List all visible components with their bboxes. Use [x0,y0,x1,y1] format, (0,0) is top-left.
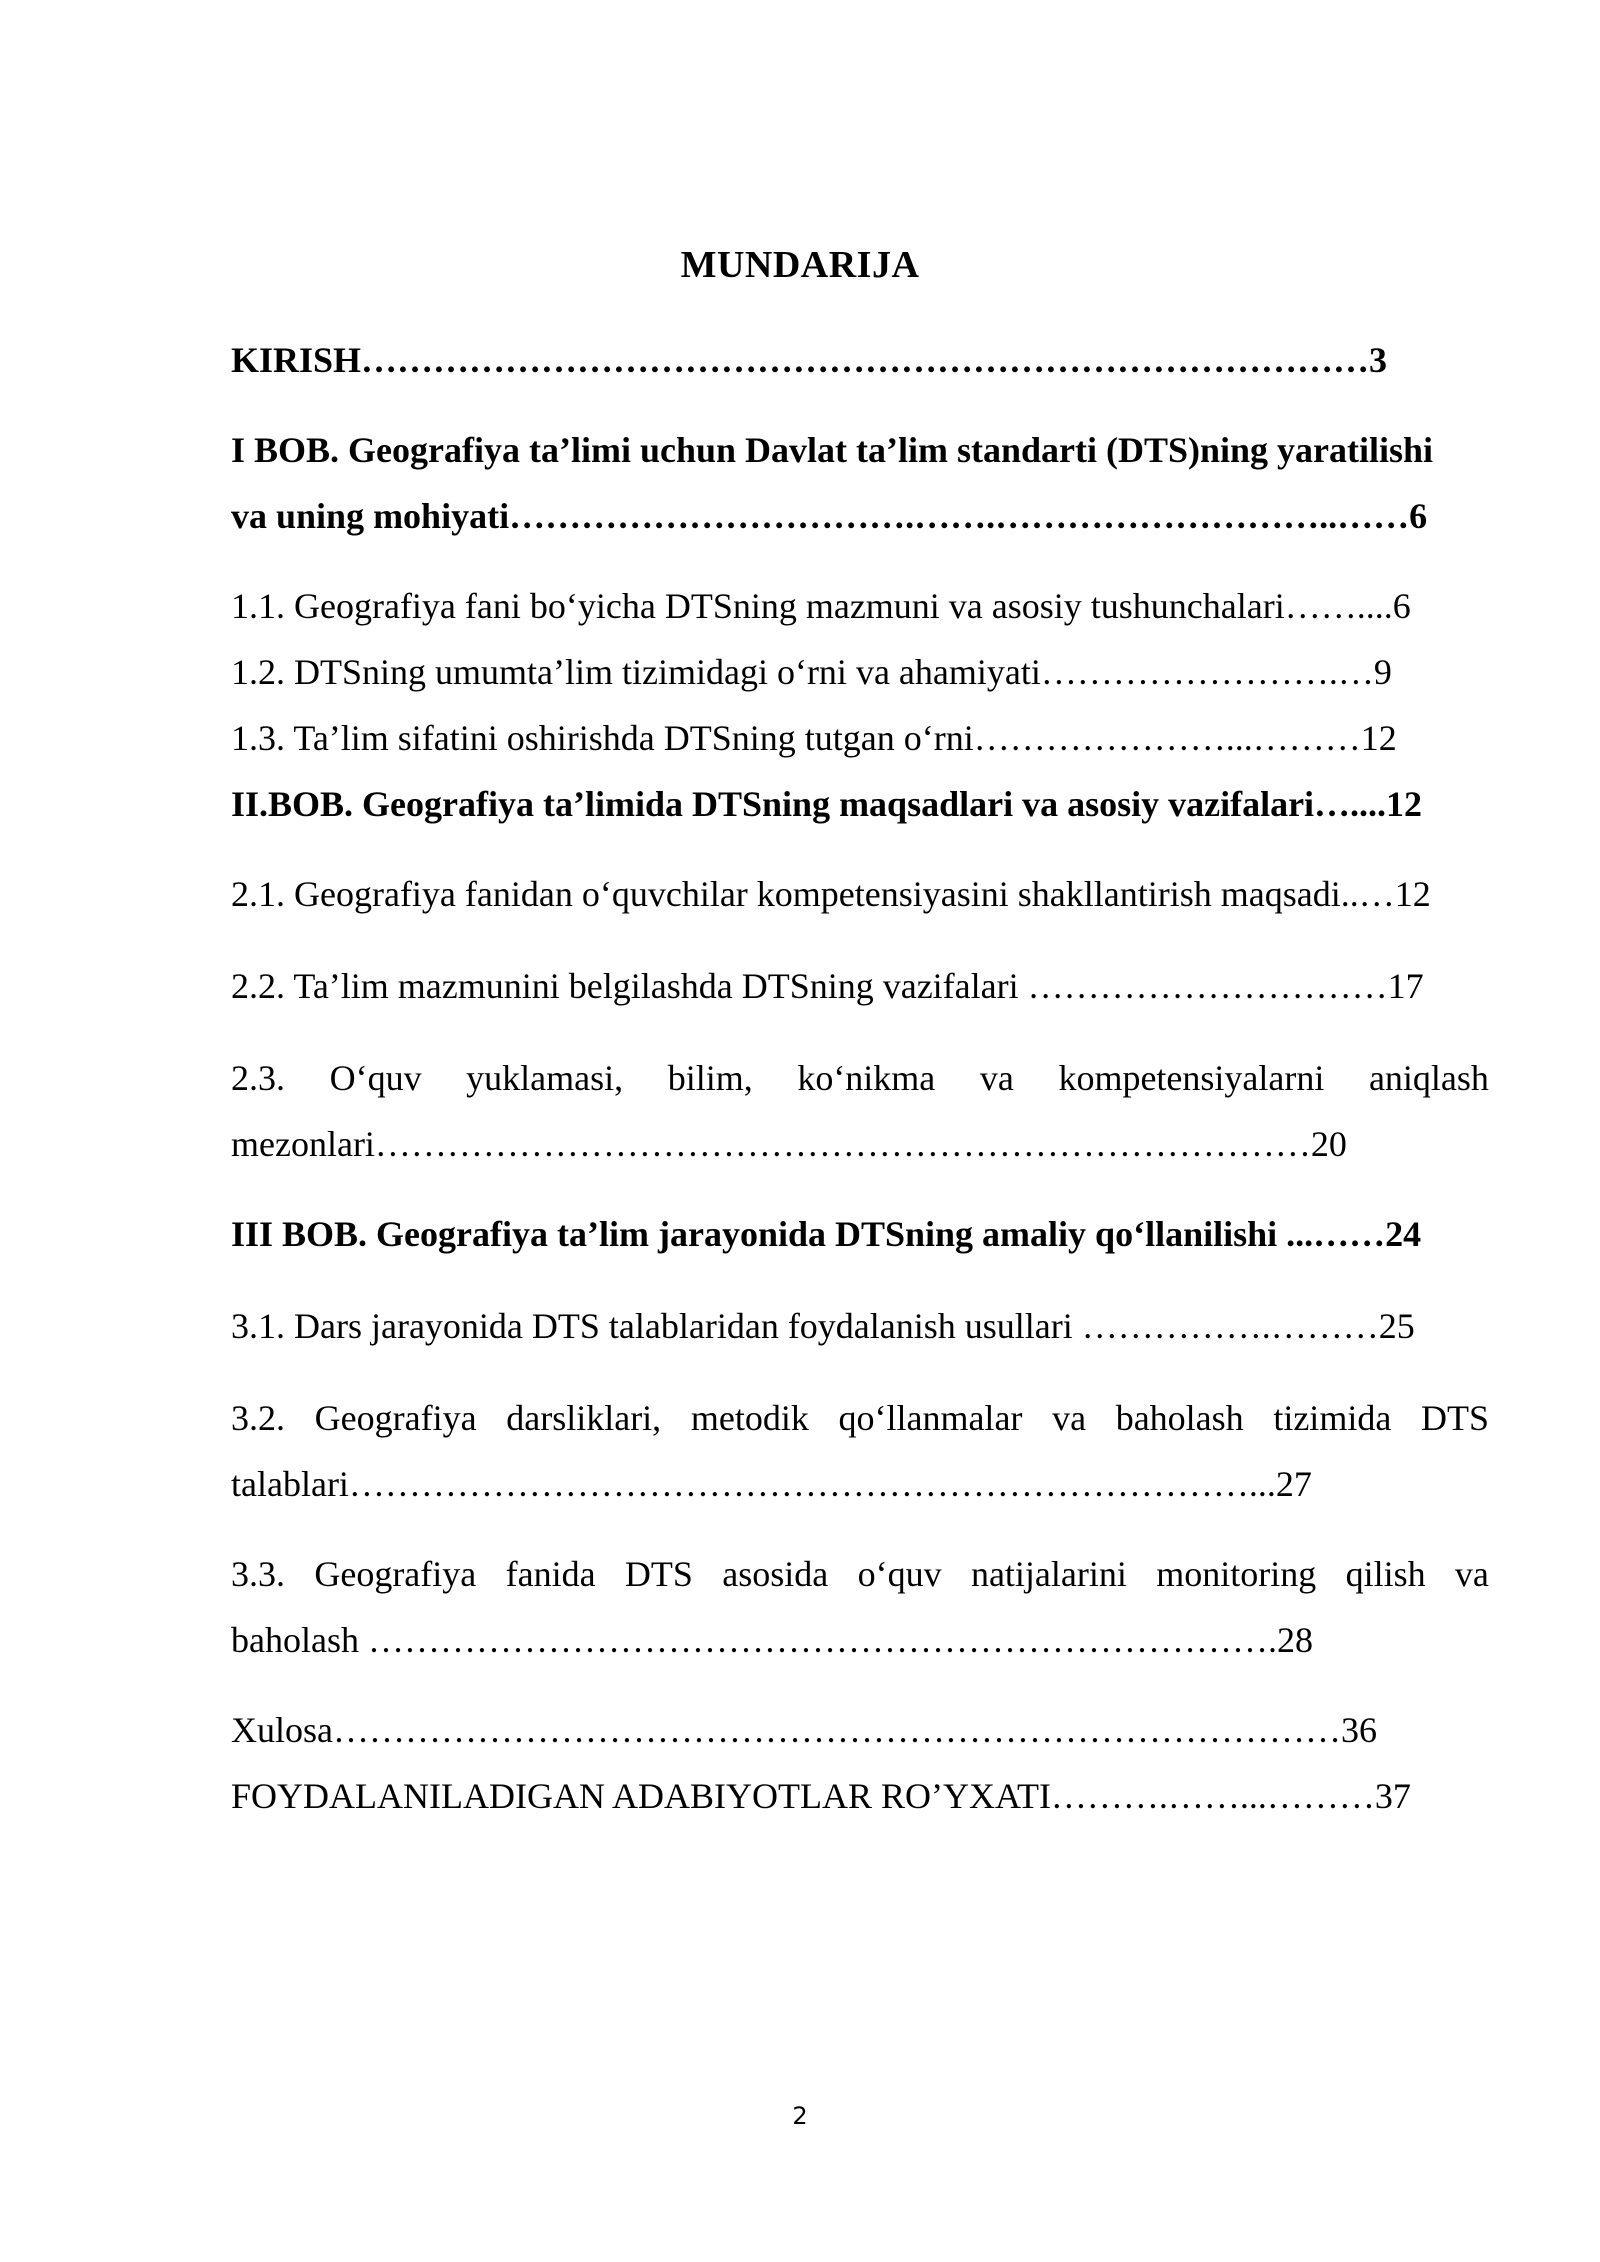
toc-entry-3-3-line2: baholash ………………………………………………………………….28 [231,1620,1313,1660]
toc-entry-2-3-line1 [231,1056,1489,1100]
toc-entry-bob2: II.BOB. Geografiya ta’limida DTSning maqsadlari va asosiy vazifalari…....12 [231,784,1423,824]
toc-word: 3.2. [231,1398,285,1438]
toc-word: va [1454,1554,1489,1594]
toc-word: qo‘llanmalar [838,1398,1023,1438]
toc-entry-3-2-line1 [231,1396,1489,1440]
toc-entry-xulosa: Xulosa…………………………………………………………………………36 [231,1710,1377,1750]
toc-entry-2-1: 2.1. Geografiya fanidan o‘quvchilar kompetensiyasini shakllantirish maqsadi..…12 [231,874,1431,914]
toc-word: o‘quv [857,1554,942,1594]
toc-entry-bob1-line2: va uning mohiyati…………………………….…….………………………..……6 [231,496,1428,536]
toc-word: darsliklari, [506,1398,662,1438]
toc-word: baholash [1115,1398,1244,1438]
toc-entry-kirish: KIRISH…………………………………………………………………………3 [231,340,1388,380]
toc-entry-1-2: 1.2. DTSning umumta’lim tizimidagi o‘rni va ahamiyati…………………….…9 [231,652,1392,692]
toc-word: asosida [722,1554,829,1594]
page-number: 2 [792,2102,808,2130]
toc-word: DTS [1420,1398,1489,1438]
toc-entry-bob1-line1: I BOB. Geografiya ta’limi uchun Davlat ta’lim standarti (DTS)ning yaratilishi [231,430,1434,470]
toc-entry-2-3-line2: mezonlari……………………………………………………………………20 [231,1124,1347,1164]
toc-word: natijalarini [970,1554,1127,1594]
toc-entry-1-3: 1.3. Ta’lim sifatini oshirishda DTSning tutgan o‘rni…………………...………12 [231,718,1397,758]
toc-entry-2-2: 2.2. Ta’lim mazmunini belgilashda DTSning vazifalari …………………………17 [231,966,1424,1006]
toc-word: bilim, [667,1058,753,1098]
toc-word: yuklamasi, [466,1058,624,1098]
toc-entry-adabiyotlar: FOYDALANILADIGAN ADABIYOTLAR RO’YXATI……….……...………37 [231,1776,1411,1816]
toc-word: O‘quv [329,1058,422,1098]
toc-entry-3-1: 3.1. Dars jarayonida DTS talablaridan foydalanish usullari …………….………25 [231,1306,1415,1346]
toc-word: aniqlash [1368,1058,1489,1098]
toc-entry-bob3: III BOB. Geografiya ta’lim jarayonida DTSning amaliy qo‘llanilishi ...……24 [231,1214,1422,1254]
toc-entry-3-3-line1 [231,1552,1489,1596]
toc-entry-1-1: 1.1. Geografiya fani bo‘yicha DTSning mazmuni va asosiy tushunchalari……....6 [231,586,1411,626]
toc-word: qilish [1345,1554,1426,1594]
toc-entry-3-2-line2: talablari…………………………………………………………………...27 [231,1464,1312,1504]
toc-word: 3.3. [231,1554,285,1594]
toc-word: metodik [690,1398,809,1438]
page-title: MUNDARIJA [680,244,920,286]
toc-word: fanida [505,1554,596,1594]
toc-word: Geografiya [314,1554,477,1594]
toc-word: tizimida [1273,1398,1392,1438]
toc-word: ko‘nikma [797,1058,936,1098]
toc-word: DTS [624,1554,693,1594]
toc-word: va [1052,1398,1087,1438]
toc-word: Geografiya [314,1398,477,1438]
toc-word: 2.3. [231,1058,285,1098]
toc-word: va [979,1058,1014,1098]
toc-word: kompetensiyalarni [1058,1058,1325,1098]
toc-word: monitoring [1156,1554,1317,1594]
